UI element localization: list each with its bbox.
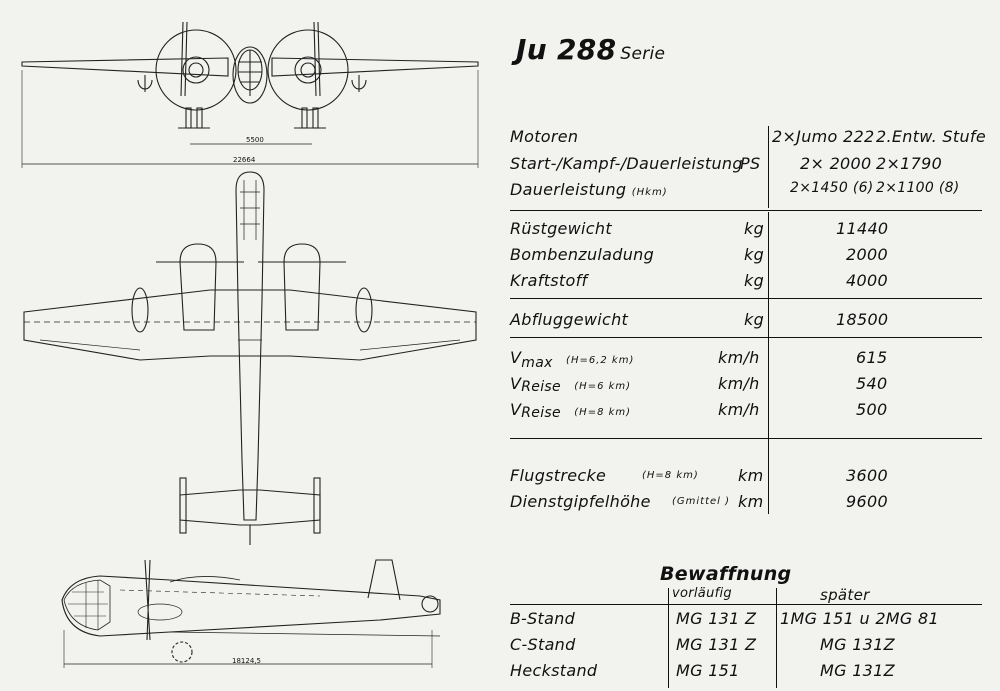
armament-station: C-Stand (510, 635, 576, 654)
speed-unit: km/h (718, 374, 760, 393)
cont-power-label: Dauerleistung (Hkm) (510, 180, 668, 199)
engines-value-a: 2×Jumo 222 (772, 127, 875, 146)
armament-col-b: später (820, 586, 870, 604)
title-suffix: Serie (620, 44, 666, 64)
weight-value: 11440 (836, 219, 889, 238)
power-value-a: 2× 2000 (800, 154, 872, 173)
armament-divider-a (668, 588, 669, 688)
value-divider (768, 212, 769, 514)
speed-unit: km/h (718, 348, 760, 367)
weight-value: 4000 (846, 271, 888, 290)
cont-power-value-b: 2×1100 (8) (876, 180, 960, 196)
range-value: 3600 (846, 466, 888, 485)
rule-2 (510, 298, 982, 299)
range-note: (H=8 km) (642, 470, 699, 481)
weight-unit: kg (744, 219, 765, 238)
armament-station: B-Stand (510, 609, 576, 628)
armament-current: MG 151 (676, 661, 740, 680)
armament-title: Bewaffnung (660, 563, 792, 585)
armament-current: MG 131 Z (676, 609, 757, 628)
front-view (22, 22, 478, 168)
rule-3 (510, 337, 982, 338)
span-dimension: 22664 (233, 156, 256, 164)
engines-value-b: 2.Entw. Stufe (876, 127, 986, 146)
weight-label: Bombenzuladung (510, 245, 655, 264)
range-value: 9600 (846, 492, 888, 511)
armament-rule (510, 604, 982, 605)
top-view (24, 172, 476, 545)
armament-station: Heckstand (510, 661, 598, 680)
cont-power-note: (Hkm) (631, 187, 668, 198)
speed-value: 615 (856, 348, 888, 367)
weight-value: 2000 (846, 245, 888, 264)
armament-divider-b (776, 588, 777, 688)
takeoff-value: 18500 (836, 310, 889, 329)
armament-later: MG 131Z (820, 661, 895, 680)
armament-later: MG 131Z (820, 635, 895, 654)
speed-unit: km/h (718, 400, 760, 419)
power-unit: PS (740, 154, 761, 173)
range-label: Dienstgipfelhöhe (510, 492, 651, 511)
side-view (62, 560, 440, 668)
weight-unit: kg (744, 245, 765, 264)
engines-label: Motoren (510, 127, 579, 146)
range-unit: km (738, 492, 764, 511)
armament-current: MG 131 Z (676, 635, 757, 654)
weight-label: Kraftstoff (510, 271, 588, 290)
title-main: Ju 288 (516, 33, 617, 66)
weight-label: Rüstgewicht (510, 219, 612, 238)
speed-label: Vmax (H=6,2 km) (510, 348, 635, 371)
page-title (516, 33, 665, 66)
power-label: Start-/Kampf-/Dauerleistung (510, 154, 743, 173)
cont-power-value-a: 2×1450 (6) (790, 180, 874, 196)
range-label: Flugstrecke (510, 466, 607, 485)
rule-4 (510, 438, 982, 439)
power-value-b: 2×1790 (876, 154, 943, 173)
armament-later: 1MG 151 u 2MG 81 (780, 609, 939, 628)
takeoff-unit: kg (744, 310, 765, 329)
engine-divider (768, 126, 769, 208)
speed-value: 500 (856, 400, 888, 419)
takeoff-label: Abfluggewicht (510, 310, 629, 329)
armament-col-a: vorläufig (672, 586, 732, 601)
speed-label: VReise (H=6 km) (510, 374, 632, 395)
speed-value: 540 (856, 374, 888, 393)
track-dimension: 5500 (246, 136, 264, 144)
rule-1 (510, 210, 982, 211)
range-note: (Gmittel ) (672, 496, 731, 507)
range-unit: km (738, 466, 764, 485)
speed-label: VReise (H=8 km) (510, 400, 632, 421)
length-dimension: 18124,5 (232, 657, 261, 665)
weight-unit: kg (744, 271, 765, 290)
